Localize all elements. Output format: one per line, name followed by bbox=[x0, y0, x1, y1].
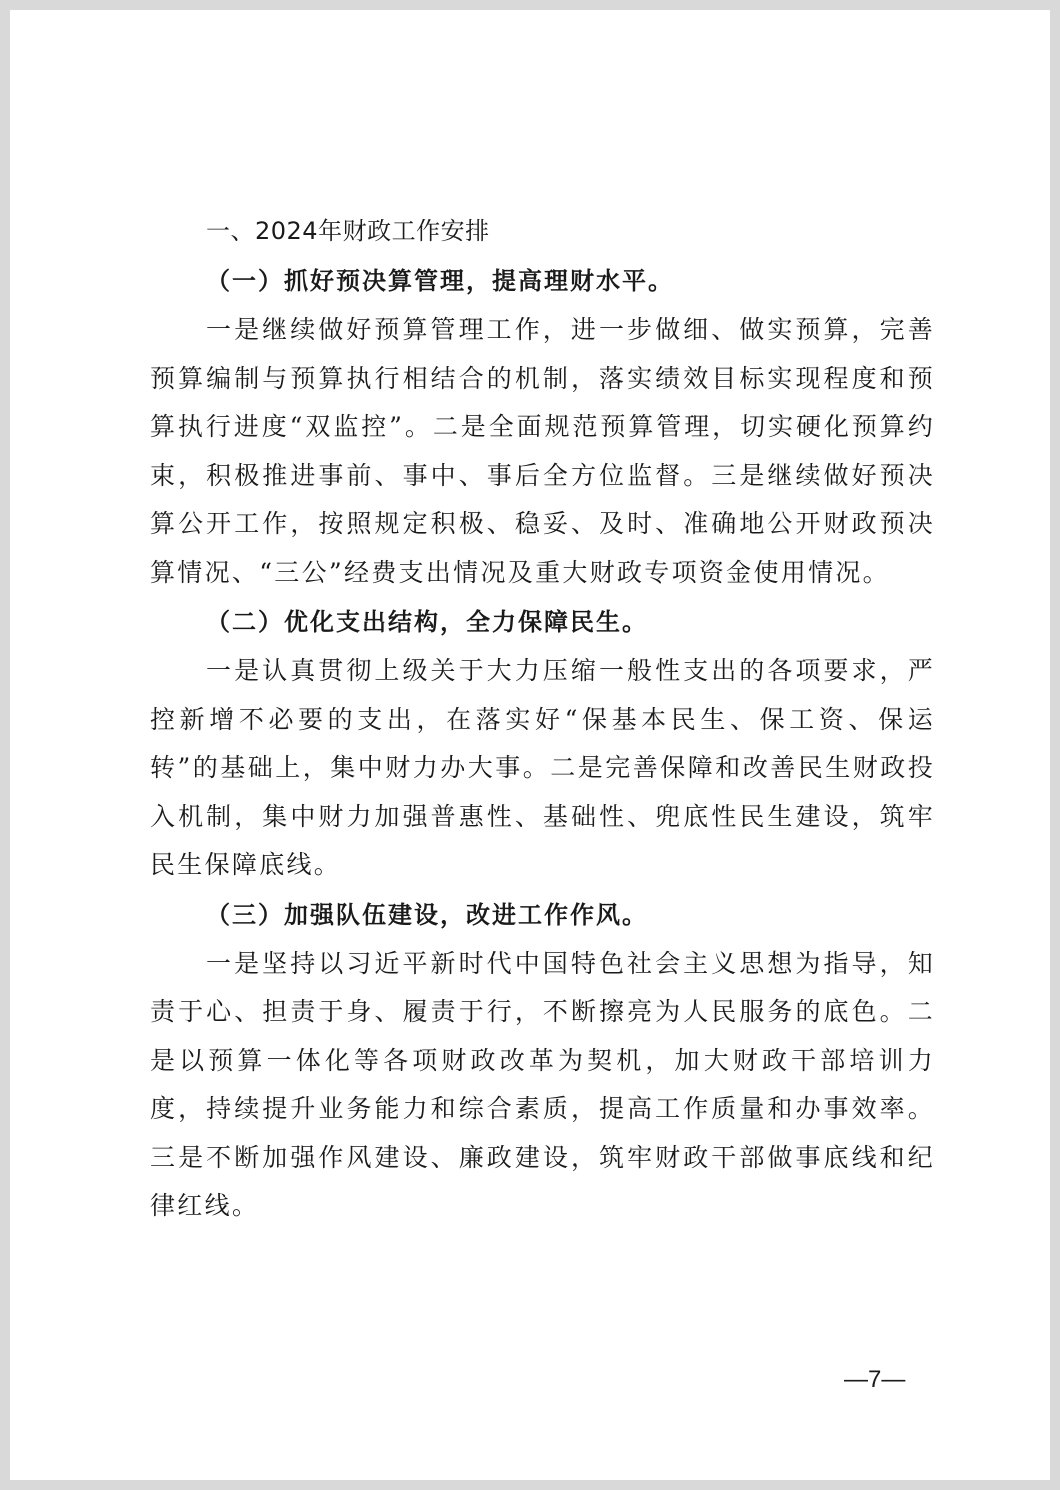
subsection-heading-2: （二）优化支出结构，全力保障民生。 bbox=[206, 608, 648, 636]
page-number: —7— bbox=[844, 1366, 906, 1393]
subsection-heading-1: （一）抓好预决算管理，提高理财水平。 bbox=[206, 267, 674, 295]
subsection-body-1: 一是继续做好预算管理工作，进一步做细、做实预算，完善预算编制与预算执行相结合的机制，落实绩效目标实现程度和预算执行进度“双监控”。二是全面规范预算管理，切实硬化预算约束，积极推进事前、事中、事后全方位监督。三是继续做好预决算公开工作，按照规定积极、稳妥、及时、准确地公开财政预决算情况、“三公”经费支出情况及重大财政专项资金使用情况。 bbox=[150, 315, 935, 587]
section-heading: 一、2024年财政工作安排 bbox=[206, 217, 490, 245]
subsection-body-3: 一是坚持以习近平新时代中国特色社会主义思想为指导，知责于心、担责于身、履责于行，不断擦亮为人民服务的底色。二是以预算一体化等各项财政改革为契机，加大财政干部培训力度，持续提升业务能力和综合素质，提高工作质量和办事效率。三是不断加强作风建设、廉政建设，筑牢财政干部做事底线和纪律红线。 bbox=[150, 948, 935, 1220]
document-page bbox=[10, 10, 1050, 1480]
subsection-heading-3: （三）加强队伍建设，改进工作作风。 bbox=[206, 900, 648, 929]
subsection-body-2: 一是认真贯彻上级关于大力压缩一般性支出的各项要求，严控新增不必要的支出，在落实好“保基本民生、保工资、保运转”的基础上，集中财力办大事。二是完善保障和改善民生财政投入机制，集中财力加强普惠性、基础性、兜底性民生建设，筑牢民生保障底线。 bbox=[150, 656, 935, 879]
document-content bbox=[150, 206, 935, 1231]
